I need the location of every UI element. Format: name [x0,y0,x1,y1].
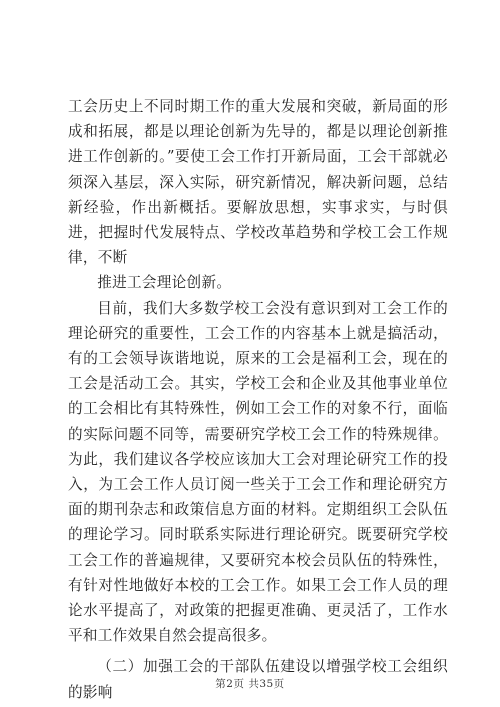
paragraph-theory-innovation: 推进工会理论创新。 [97,274,232,292]
paragraph-continuation: 工会历史上不同时期工作的重大发展和突破，新局面的形成和拓展，都是以理论创新为先导的，都是以理论创新推进工作创新的。”要使工会工作打开新局面，工会干部就必须深入基层，深入实际，研究新情况，解决新问题，总结新经验，作出新概括。要解放思想，实事求实，与时俱进，把握时代发展特点、学校改革趋势和学校工会工作规律，不断 [68,98,448,267]
document-body [68,94,448,705]
section-heading: （二）加强工会的干部队伍建设以增强学校工会组织的影响 [68,658,448,701]
page-number-footer: 第2页 共35页 [215,678,285,690]
paragraph-current-situation: 目前，我们大多数学校工会没有意识到对工会工作的理论研究的重要性，工会工作的内容基本上就是搞活动，有的工会领导诙谐地说，原来的工会是福利工会，现在的工会是活动工会。其实，学校工会和企业及其他事业单位的工会相比有其特殊性，例如工会工作的对象不行，面临的实际问题不同等，需要研究学校工会工作的特殊规律。为此，我们建议各学校应该加大工会对理论研究工作的投入，为工会工作人员订阅一些关于工会工作和理论研究方面的期刊杂志和政策信息方面的材料。定期组织工会队伍的理论学习。同时联系实际进行理论研究。既要研究学校工会工作的普遍规律，又要研究本校会员队伍的特殊性，有针对性地做好本校的工会工作。如果工会工作人员的理论水平提高了，对政策的把握更准确、更灵活了，工作水平和工作效果自然会提高很多。 [68,299,448,645]
